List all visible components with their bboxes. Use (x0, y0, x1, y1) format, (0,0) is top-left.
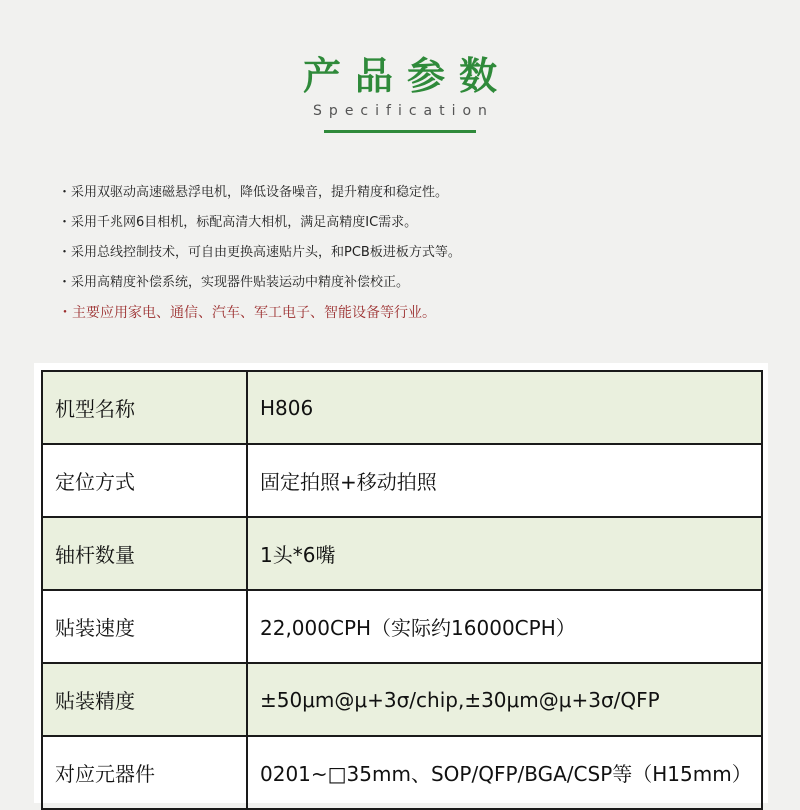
spec-row (42, 590, 762, 663)
feature-item-highlight: ・主要应用家电、通信、汽车、军工电子、智能设备等行业。 (58, 305, 436, 321)
spec-row (42, 517, 762, 590)
feature-item: ・采用千兆网6目相机，标配高清大相机，满足高精度IC需求。 (58, 215, 418, 230)
spec-row (42, 371, 762, 444)
feature-item: ・采用总线控制技术，可自由更换高速贴片头，和PCB板进板方式等。 (58, 245, 461, 260)
spec-value: 22,000CPH（实际约16000CPH） (247, 590, 762, 663)
spec-row (42, 736, 762, 809)
spec-label: 机型名称 (42, 371, 247, 444)
feature-list (58, 178, 461, 328)
spec-label: 对应元器件 (42, 736, 247, 809)
spec-table (41, 370, 763, 810)
heading-underline (324, 130, 476, 133)
spec-value: 0201~□35mm、SOP/QFP/BGA/CSP等（H15mm） (247, 736, 762, 809)
spec-row (42, 444, 762, 517)
spec-label: 贴装速度 (42, 590, 247, 663)
feature-item: ・采用高精度补偿系统，实现器件贴装运动中精度补偿校正。 (58, 275, 410, 290)
spec-value: H806 (247, 371, 762, 444)
spec-value: 固定拍照+移动拍照 (247, 444, 762, 517)
spec-row (42, 663, 762, 736)
spec-label: 轴杆数量 (42, 517, 247, 590)
spec-label: 定位方式 (42, 444, 247, 517)
spec-label: 贴装精度 (42, 663, 247, 736)
heading-subtitle: Specification (313, 103, 494, 119)
spec-value: 1头*6嘴 (247, 517, 762, 590)
heading-title: 产品参数 (302, 54, 511, 98)
spec-value: ±50μm@μ+3σ/chip,±30μm@μ+3σ/QFP (247, 663, 762, 736)
feature-item: ・采用双驱动高速磁悬浮电机，降低设备噪音，提升精度和稳定性。 (58, 185, 449, 200)
section-heading (0, 52, 800, 133)
